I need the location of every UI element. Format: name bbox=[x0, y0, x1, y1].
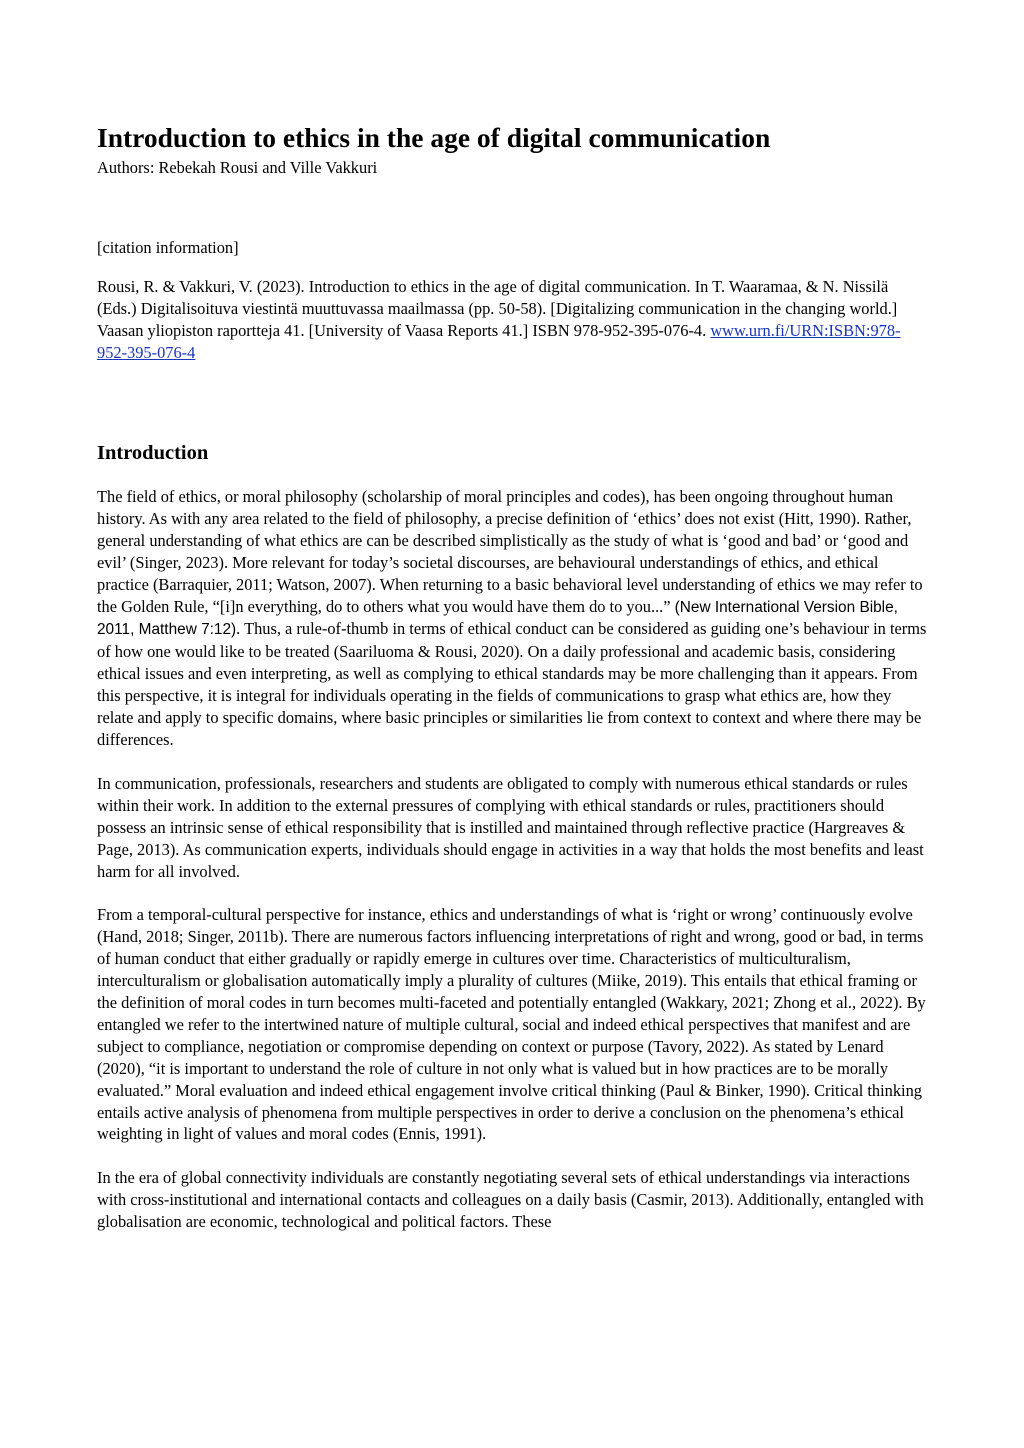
paragraph-3: From a temporal-cultural perspective for instance, ethics and understandings of what is ‘right or wrong’ continuously evolve (Hand, 2018; Singer, 2011b). There are numerous factors influencing interpretations of right and wrong, good or bad, in terms of human conduct that either gradually or rapidly emerge in cultures over time. Characteristics of multiculturalism, interculturalism or globalisation automatically imply a plurality of cultures (Miike, 2019). This entails that ethical framing or the definition of moral codes in turn becomes multi-faceted and potentially entangled (Wakkary, 2021; Zhong et al., 2022). By entangled we refer to the intertwined nature of multiple cultural, social and indeed ethical perspectives that manifest and are subject to compliance, negotiation or compromise depending on context or purpose (Tavory, 2022). As stated by Lenard (2020), “it is important to understand the role of culture in not only what is valued but in how practices are to be morally evaluated.” Moral evaluation and indeed ethical engagement involve critical thinking (Paul & Binker, 1990). Critical thinking entails active analysis of phenomena from multiple perspectives in order to derive a conclusion on the phenomena’s ethical weighting in light of values and moral codes (Ennis, 1991). bbox=[97, 905, 926, 1144]
document-authors: Authors: Rebekah Rousi and Ville Vakkuri bbox=[97, 158, 378, 177]
paragraph-1-part-1: The field of ethics, or moral philosophy (scholarship of moral principles and codes), has been ongoing throughout human history. As with any area related to the field of philosophy, a precise definition of ‘ethics’ does not exist (Hitt, 1990). Rather, general understanding of what ethics are can be described simplistically as the study of what is ‘good and bad’ or ‘good and evil’ (Singer, 2023). More relevant for today’s societal discourses, are behavioural understandings of ethics, and ethical practice (Barraquier, 2011; Watson, 2007). When returning to a basic behavioral level understanding of ethics we may refer to the Golden Rule, “[i]n everything, do to others what you would have them do to you...” bbox=[97, 487, 923, 616]
citation-text bbox=[97, 276, 929, 364]
document-title: Introduction to ethics in the age of digital communication bbox=[97, 122, 771, 153]
paragraph-1 bbox=[97, 486, 929, 751]
bible-reference: (New International Version Bible, 2011, Matthew 7:12) bbox=[97, 598, 898, 639]
paragraph-2: In communication, professionals, researchers and students are obligated to comply with numerous ethical standards or rules within their work. In addition to the external pressures of complying with ethical standards or rules, practitioners should possess an intrinsic sense of ethical responsibility that is instilled and maintained through reflective practice (Hargreaves & Page, 2013). As communication experts, individuals should engage in activities in a way that holds the most benefits and least harm for all involved. bbox=[97, 773, 924, 881]
paragraph-1-part-2: . Thus, a rule-of-thumb in terms of ethical conduct can be considered as guiding one’s behaviour in terms of how one would like to be treated (Saariluoma & Rousi, 2020). On a daily professional and academic basis, considering ethical issues and even interpreting, as well as complying to ethical standards may be more challenging than it appears. From this perspective, it is integral for individuals operating in the fields of communications to grasp what ethics are, how they relate and apply to specific domains, where basic principles or similarities lie from context to context and where there may be differences. bbox=[97, 619, 927, 749]
citation-body: Rousi, R. & Vakkuri, V. (2023). Introduction to ethics in the age of digital communication. In T. Waaramaa, & N. Nissilä (Eds.) Digitalisoituva viestintä muuttuvassa maailmassa (pp. 50-58). [Digitalizing communication in the changing world.] Vaasan yliopiston raportteja 41. [University of Vaasa Reports 41.] ISBN 978-952-395-076-4. bbox=[97, 277, 898, 340]
document-page bbox=[97, 118, 929, 1233]
citation-label: [citation information] bbox=[97, 238, 239, 257]
citation-link[interactable]: www.urn.fi/URN:ISBN:978-952-395-076-4 bbox=[97, 321, 901, 362]
section-heading-introduction: Introduction bbox=[97, 442, 209, 464]
paragraph-4: In the era of global connectivity individuals are constantly negotiating several sets of ethical understandings via interactions with cross-institutional and international contacts and colleagues on a daily basis (Casmir, 2013). Additionally, entangled with globalisation are economic, technological and political factors. These bbox=[97, 1168, 924, 1232]
